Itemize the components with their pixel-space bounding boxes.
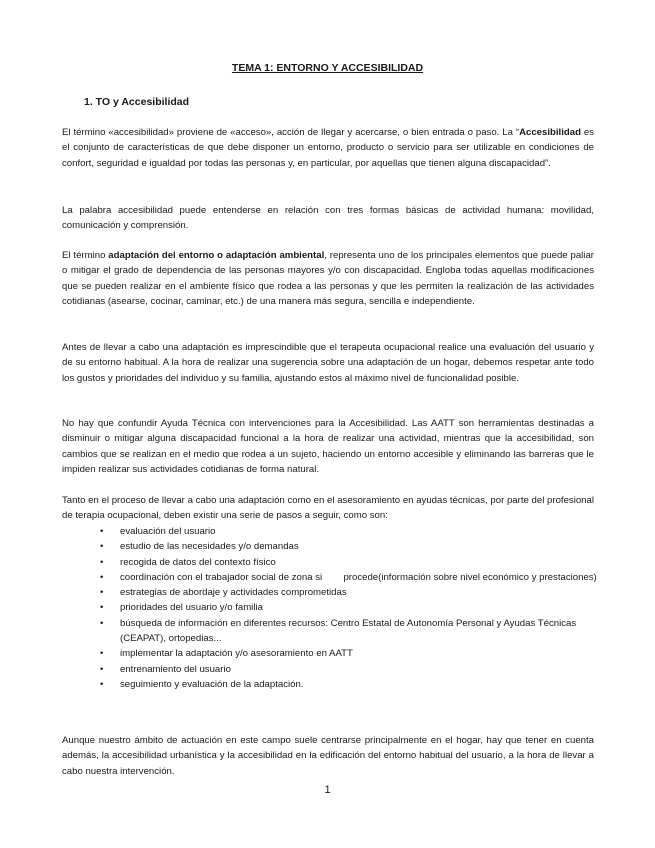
bullet-icon: • — [100, 556, 104, 568]
bullet-icon: • — [100, 678, 104, 690]
list-item: • recogida de datos del contexto físico — [100, 555, 600, 570]
bullet-icon: • — [100, 648, 104, 660]
paragraph-pasos: Tanto en el proceso de llevar a cabo una adaptación como en el asesoramiento en ayudas técnicas, por parte del profesional de terapia ocupacional, deben existir una serie de pasos a seguir, como son: — [62, 495, 594, 522]
bullet-icon: • — [100, 571, 104, 583]
document-title: TEMA 1: ENTORNO Y ACCESIBILIDAD — [231, 62, 424, 74]
list-item: • estudio de las necesidades y/o demandas — [100, 539, 600, 554]
section-heading: 1. TO y Accesibilidad — [84, 96, 190, 108]
bullet-icon: • — [100, 526, 104, 537]
paragraph-evaluacion: Antes de llevar a cabo una adaptación es imprescindible que el terapeuta ocupacional realice una evaluación del usuario y de su entorno habitual. A la hora de realizar una sugerencia sobre una adaptación de un hogar, debemos respetar ante todo los gustos y prioridades del individuo y su familia, ajustando estos al máximo nivel de funcionalidad posible. — [62, 342, 594, 384]
paragraph-forms-activity: La palabra accesibilidad puede entenderse en relación con tres formas básicas de actividad humana: movilidad, comunicación y comprensión. — [62, 205, 594, 232]
paragraph-ambito: Aunque nuestro ámbito de actuación en este campo suele centrarse principalmente en el hogar, hay que tener en cuenta además, la accesibilidad urbanística y la accesibilidad en la edificación del entorno habitual del usuario, a la hora de llevar a cabo nuestra intervención. — [62, 735, 594, 777]
p3-text-a: El término — [62, 250, 109, 261]
bullet-icon: • — [100, 617, 104, 629]
paragraph-ayuda-tecnica: No hay que confundir Ayuda Técnica con intervenciones para la Accesibilidad. Las AATT son herramientas destinadas a disminuir o mitigar alguna discapacidad funcional a la hora de realizar una actividad, mientras que la accesibilidad, son cambios que se realizan en el medio que rodea a un sujeto, haciendo un entorno accesible y eliminando las barreras que le impiden realizar sus actividades cotidianas de forma natural. — [62, 418, 594, 475]
list-item: • entrenamiento del usuario — [100, 662, 600, 677]
list-item: • búsqueda de información en diferentes recursos: Centro Estatal de Autonomía Personal y Ayudas Técnicas (CEAPAT), ortopedias... — [100, 617, 577, 645]
bullet-icon: • — [100, 663, 104, 675]
bullet-icon: • — [100, 602, 104, 614]
list-item: • prioridades del usuario y/o familia — [100, 600, 600, 615]
p1-text-c: es el conjunto de características de que debe disponer un entorno, producto o servicio para ser utilizable en condiciones de confort, seguridad e igualdad por todas las personas y, en particular, por aquellas que tienen alguna discapacidad”. — [62, 127, 594, 169]
paragraph-adaptacion-entorno — [62, 248, 594, 309]
page-number: 1 — [324, 784, 331, 796]
p3-text-c: , representa uno de los principales elementos que puede paliar o mitigar el grado de dependencia de las personas mayores y/o con discapacidad. Engloba todas aquellas modificaciones que se pueden realizar en el ambiente físico que rodea a las personas y que les permiten la realización de las actividades cotidianas (asearse, cocinar, caminar, etc.) de una manera más segura, sencilla e independiente. — [62, 250, 594, 307]
steps-list — [100, 524, 600, 692]
list-item: • implementar la adaptación y/o asesoramiento en AATT — [100, 646, 600, 661]
list-item: • evaluación del usuario — [100, 524, 600, 539]
bullet-icon: • — [100, 587, 104, 599]
list-item: • estrategias de abordaje y actividades comprometidas — [100, 585, 600, 600]
paragraph-accesibilidad-definition — [62, 125, 594, 171]
p3-bold-term: adaptación del entorno o adaptación ambiental — [108, 250, 325, 261]
p1-bold-term: Accesibilidad — [519, 127, 581, 138]
list-item: • coordinación con el trabajador social de zona si procede(información sobre nivel económico y prestaciones) — [100, 570, 600, 585]
p1-text-a: El término «accesibilidad» proviene de «acceso», acción de llegar y acercarse, o bien entrada o paso. La “ — [62, 127, 520, 138]
list-item: • seguimiento y evaluación de la adaptación. — [100, 677, 600, 692]
bullet-icon: • — [100, 541, 104, 553]
